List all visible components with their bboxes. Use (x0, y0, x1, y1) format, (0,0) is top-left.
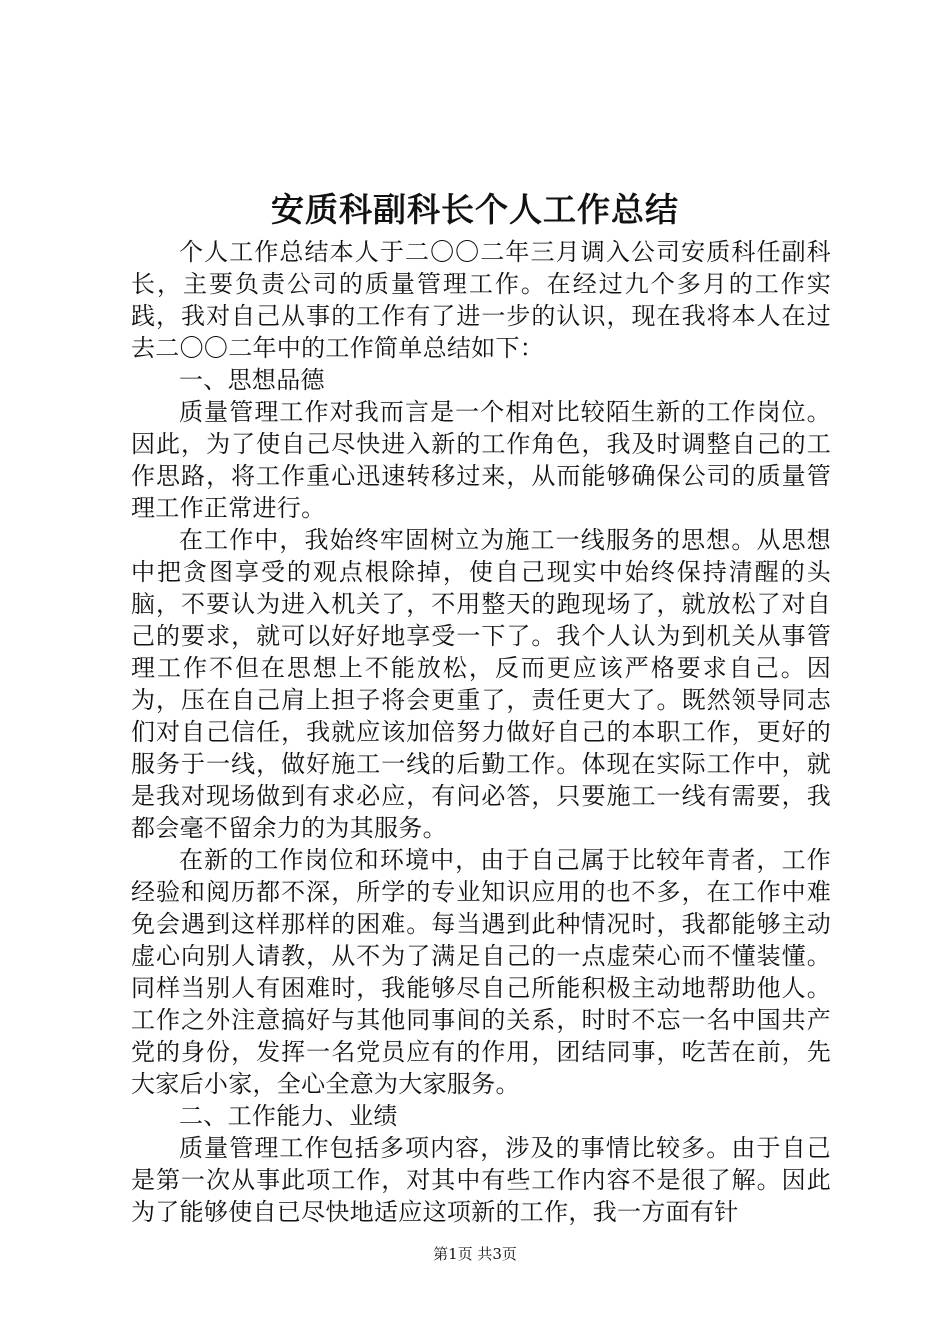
page-footer: 第1页 共3页 (433, 1245, 517, 1263)
document-body (131, 236, 831, 1228)
body-paragraph: 在工作中，我始终牢固树立为施工一线服务的思想。从思想中把贪图享受的观点根除掉，使自己现实中始终保持清醒的头脑，不要认为进入机关了，不用整天的跑现场了，就放松了对自己的要求，就可以好好地享受一下了。我个人认为到机关从事管理工作不但在思想上不能放松，反而更应该严格要求自己。因为，压在自己肩上担子将会更重了，责任更大了。既然领导同志们对自己信任，我就应该加倍努力做好自己的本职工作，更好的服务于一线，做好施工一线的后勤工作。体现在实际工作中，就是我对现场做到有求必应，有问必答，只要施工一线有需要，我都会毫不留余力的为其服务。 (131, 526, 831, 842)
body-paragraph: 在新的工作岗位和环境中，由于自己属于比较年青者，工作经验和阅历都不深，所学的专业知识应用的也不多，在工作中难免会遇到这样那样的困难。每当遇到此种情况时，我都能够主动虚心向别人请教，从不为了满足自己的一点虚荣心而不懂装懂。同样当别人有困难时，我能够尽自己所能积极主动地帮助他人。工作之外注意搞好与其他同事间的关系，时时不忘一名中国共产党的身份，发挥一名党员应有的作用，团结同事，吃苦在前，先大家后小家，全心全意为大家服务。 (131, 846, 831, 1098)
body-paragraph: 质量管理工作包括多项内容，涉及的事情比较多。由于自己是第一次从事此项工作，对其中有些工作内容不是很了解。因此为了能够使自已尽快地适应这项新的工作，我一方面有针 (131, 1134, 831, 1226)
section-heading: 一、思想品德 (179, 366, 325, 394)
section-heading: 二、工作能力、业绩 (179, 1102, 398, 1130)
body-paragraph: 质量管理工作对我而言是一个相对比较陌生新的工作岗位。因此，为了使自己尽快进入新的工作角色，我及时调整自己的工作思路，将工作重心迅速转移过来，从而能够确保公司的质量管理工作正常进行。 (131, 398, 831, 522)
body-paragraph: 个人工作总结本人于二〇〇二年三月调入公司安质科任副科长，主要负责公司的质量管理工作。在经过九个多月的工作实践，我对自己从事的工作有了进一步的认识，现在我将本人在过去二〇〇二年中的工作简单总结如下： (131, 238, 831, 362)
document-title: 安质科副科长个人工作总结 (271, 190, 679, 229)
